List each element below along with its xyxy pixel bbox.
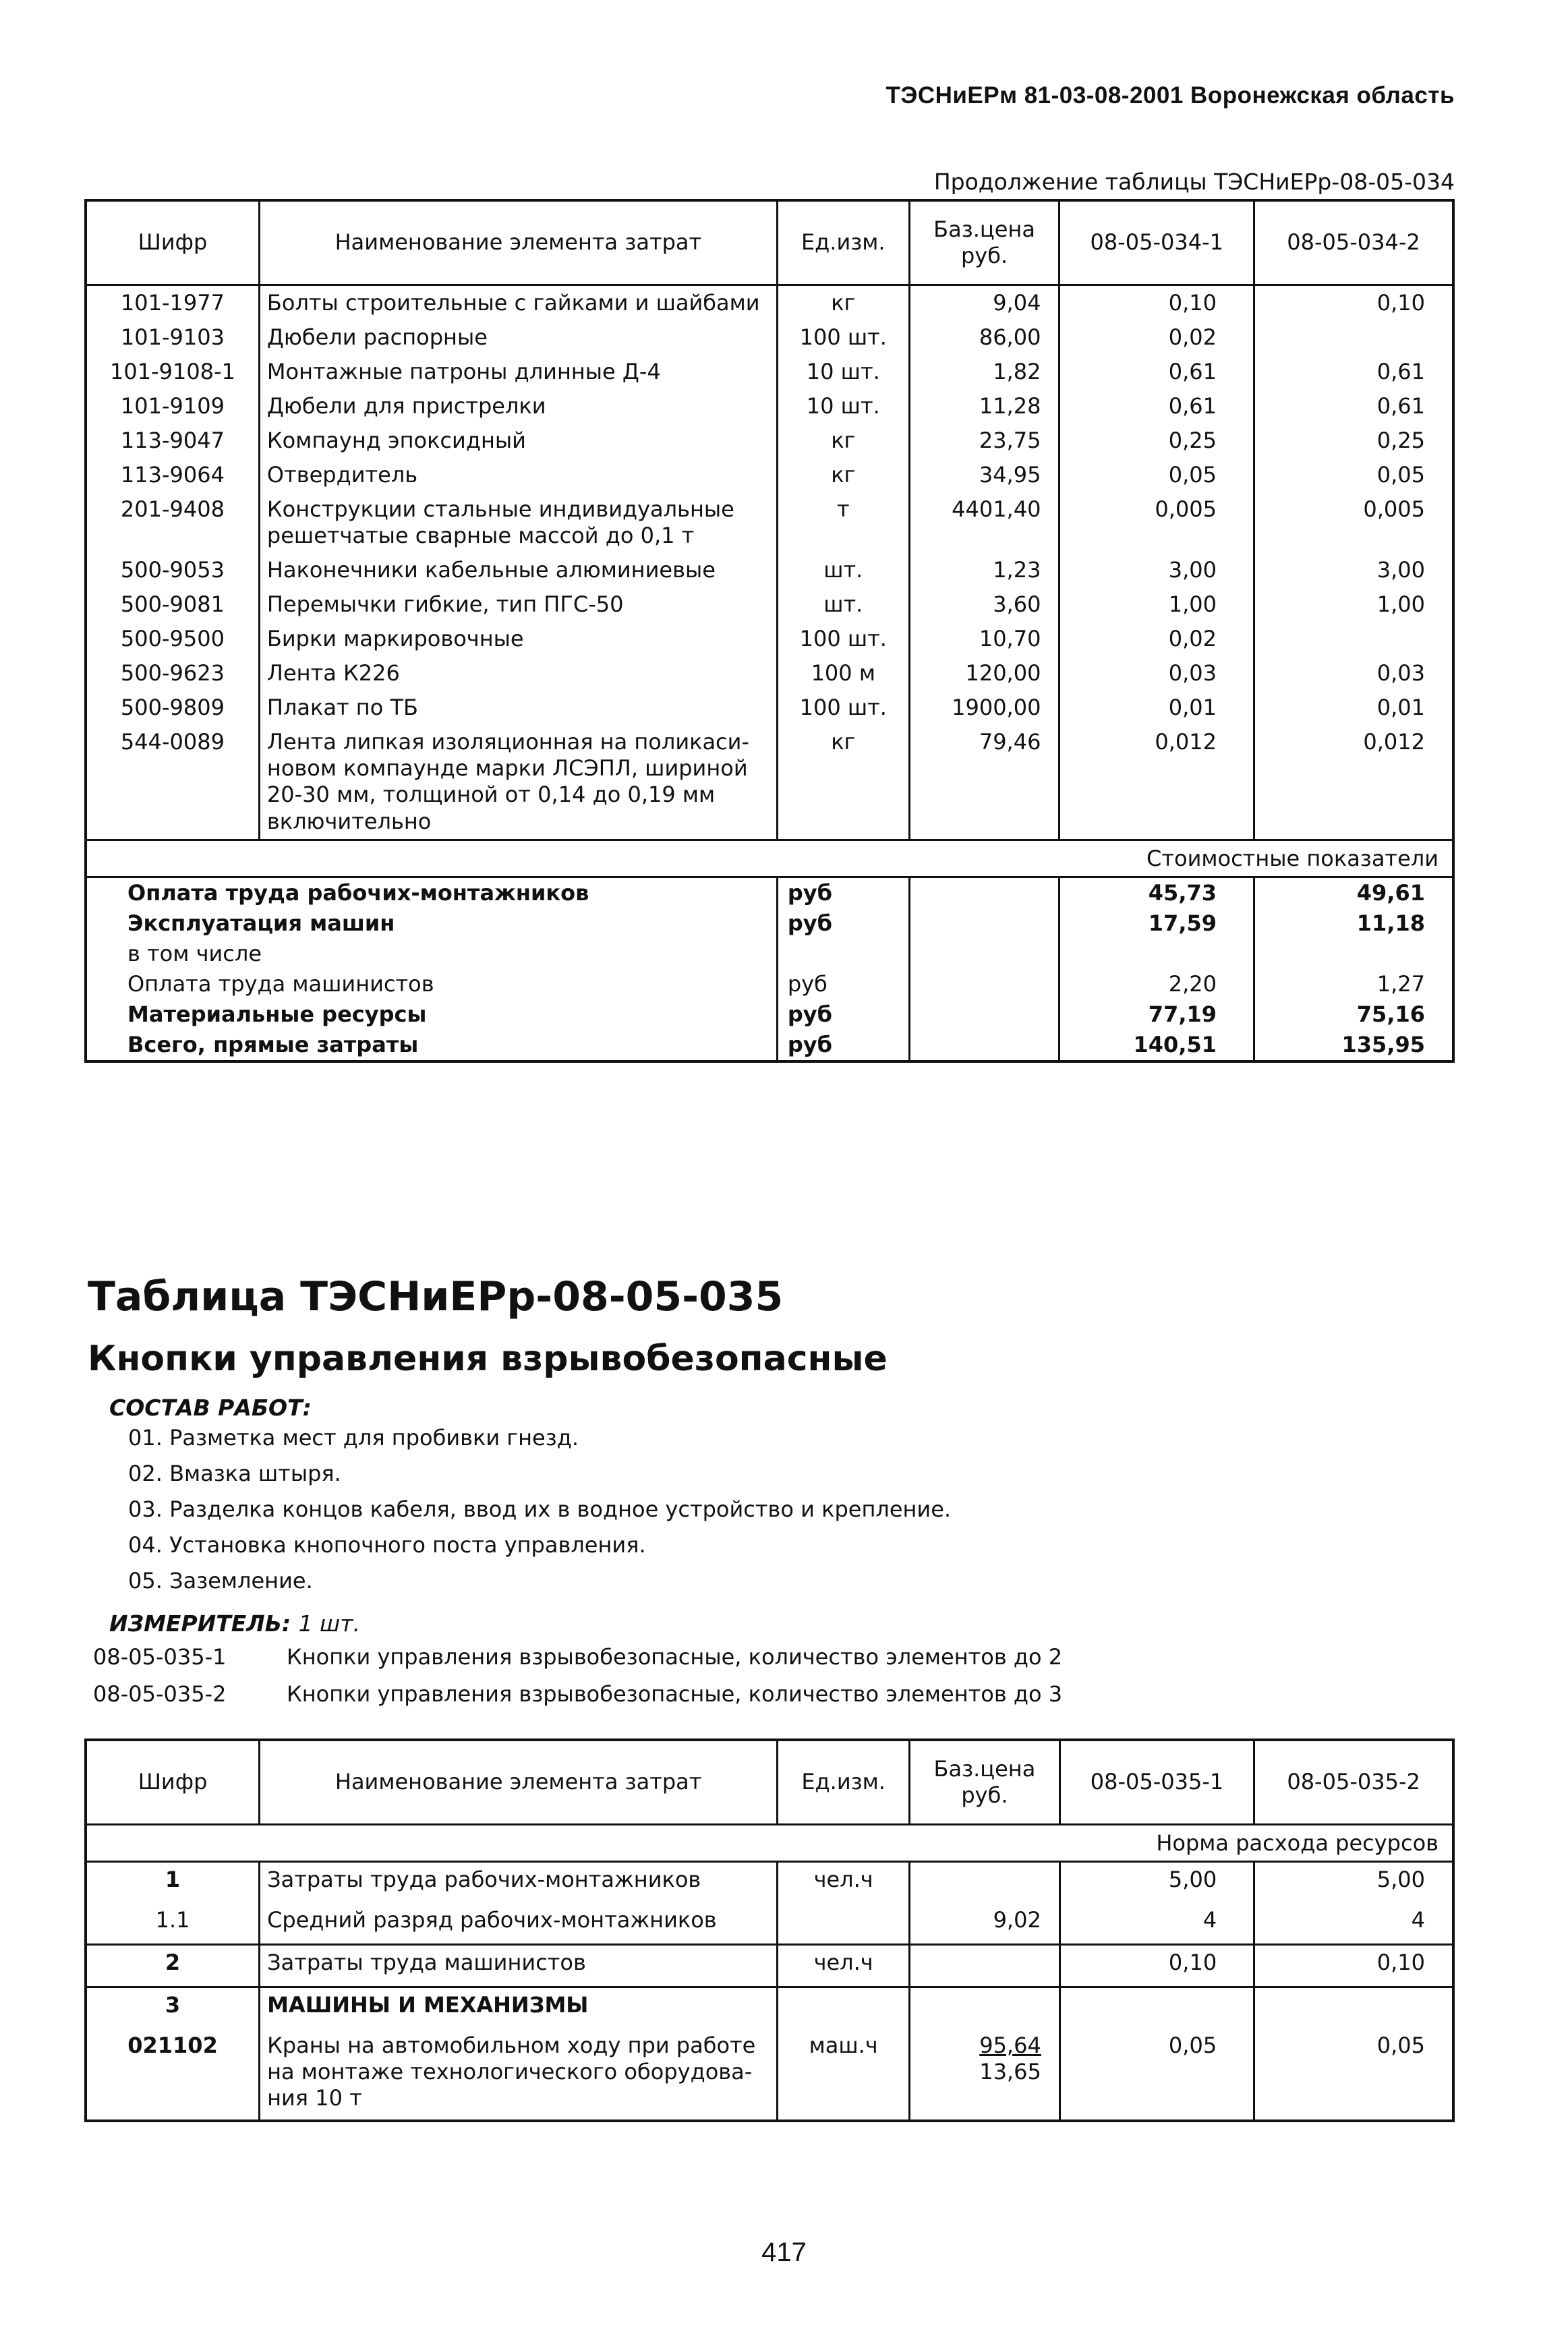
col-unit-header: Ед.изм. [778,1740,910,1825]
work-item: 03. Разделка концов кабеля, ввод их в водное устройство и крепление. [128,1496,952,1522]
row-code: 500-9081 [86,587,259,622]
row-name: Монтажные патроны длинные Д-4 [259,355,777,389]
row-unit [778,1987,910,2029]
col-name-header: Наименование элемента затрат [259,200,777,285]
row-unit: кг [777,725,909,840]
cost-price-empty [909,999,1059,1030]
row-value-b: 0,05 [1254,458,1454,492]
cost-price-empty [909,1030,1059,1061]
cost-value-a: 2,20 [1059,969,1254,999]
table-row [86,320,1453,355]
resource-table-034 [84,199,1455,1063]
table-row [86,1862,1453,1904]
row-value-a: 5,00 [1059,1862,1254,1904]
row-value-a [1059,1987,1254,2029]
table-row [86,691,1453,725]
cost-label: Оплата труда машинистов [86,969,777,999]
cost-label: Эксплуатация машин [86,908,777,939]
col-variant-b-header: 08-05-035-2 [1254,1740,1453,1825]
col-unit-header: Ед.изм. [777,200,909,285]
cost-row [86,969,1453,999]
row-code: 113-9047 [86,423,259,458]
row-value-a: 0,61 [1059,355,1254,389]
row-name: Компаунд эпоксидный [259,423,777,458]
row-value-b: 0,05 [1254,2028,1453,2121]
row-value-b: 0,61 [1254,355,1454,389]
row-price: 1,82 [909,355,1059,389]
row-name: Бирки маркировочные [259,622,777,656]
work-item: 02. Вмазка штыря. [128,1461,341,1486]
table-row [86,1903,1453,1945]
row-name: Дюбели для пристрелки [259,389,777,423]
row-code: 500-9809 [86,691,259,725]
table-subtitle: Кнопки управления взрывобезопасные [88,1339,888,1379]
table-row [86,492,1453,553]
row-code: 201-9408 [86,492,259,553]
row-price [910,2028,1060,2121]
cost-value-a [1059,939,1254,969]
row-code: 101-9103 [86,320,259,355]
col-price-header: Баз.цена руб. [910,1740,1060,1825]
cost-price-empty [909,939,1059,969]
variant-text: Кнопки управления взрывобезопасные, количество элементов до 3 [287,1681,1063,1707]
row-value-a: 4 [1059,1903,1254,1945]
row-value-b [1254,320,1454,355]
table-row [86,587,1453,622]
measure-label [109,1610,360,1637]
row-value-a: 0,03 [1059,656,1254,691]
row-price: 23,75 [909,423,1059,458]
row-unit: т [777,492,909,553]
row-name: Затраты труда машинистов [260,1945,778,1987]
row-price: 86,00 [909,320,1059,355]
page-header: ТЭСНиЕРм 81-03-08-2001 Воронежская область [885,82,1455,109]
cost-value-a: 45,73 [1059,877,1254,908]
row-value-b [1254,622,1454,656]
cost-section-header: Стоимостные показатели [86,840,1453,877]
table-row [86,2028,1453,2121]
table-row [86,1987,1453,2029]
row-value-a: 0,01 [1059,691,1254,725]
row-value-b: 0,61 [1254,389,1454,423]
row-unit: 10 шт. [777,389,909,423]
row-value-b: 0,005 [1254,492,1454,553]
row-value-a: 0,10 [1059,285,1254,321]
row-value-a: 0,61 [1059,389,1254,423]
table-row [86,622,1453,656]
row-unit: 100 шт. [777,691,909,725]
row-value-a: 0,10 [1059,1945,1254,1987]
cost-price-empty [909,877,1059,908]
cost-unit: руб [777,999,909,1030]
row-code: 500-9500 [86,622,259,656]
cost-row [86,877,1453,908]
resource-table-035 [84,1738,1455,2122]
cost-row [86,939,1453,969]
row-name: Средний разряд рабочих-монтажников [260,1903,778,1945]
cost-value-a: 77,19 [1059,999,1254,1030]
row-value-b: 4 [1254,1903,1453,1945]
cost-unit [777,939,909,969]
row-value-b [1254,1987,1453,2029]
cost-value-b: 49,61 [1254,877,1454,908]
row-unit: 100 шт. [777,622,909,656]
row-code: 2 [86,1945,260,1987]
row-code: 1.1 [86,1903,260,1945]
cost-value-b: 135,95 [1254,1030,1454,1061]
cost-price-empty [909,969,1059,999]
col-code-header: Шифр [86,1740,260,1825]
row-name: Болты строительные с гайками и шайбами [259,285,777,321]
row-value-b: 3,00 [1254,553,1454,587]
measure-label-text: ИЗМЕРИТЕЛЬ: [109,1610,291,1637]
row-unit: кг [777,285,909,321]
row-code: 101-9109 [86,389,259,423]
row-price: 79,46 [909,725,1059,840]
row-name: МАШИНЫ И МЕХАНИЗМЫ [260,1987,778,2029]
cost-unit: руб [777,877,909,908]
variant-code: 08-05-035-1 [93,1644,227,1670]
row-price: 9,04 [909,285,1059,321]
row-code: 101-9108-1 [86,355,259,389]
work-item: 04. Установка кнопочного поста управления. [128,1532,646,1558]
row-unit: кг [777,423,909,458]
row-value-a: 0,05 [1059,2028,1254,2121]
col-variant-a-header: 08-05-035-1 [1059,1740,1254,1825]
row-code: 113-9064 [86,458,259,492]
row-value-b: 0,012 [1254,725,1454,840]
row-value-a: 0,02 [1059,320,1254,355]
norm-section-header: Норма расхода ресурсов [86,1825,1453,1862]
row-unit: чел.ч [778,1945,910,1987]
row-value-b: 1,00 [1254,587,1454,622]
row-price: 11,28 [909,389,1059,423]
row-code: 500-9623 [86,656,259,691]
cost-value-b: 11,18 [1254,908,1454,939]
row-price-primary: 95,64 [979,2033,1041,2058]
row-name: Наконечники кабельные алюминиевые [259,553,777,587]
cost-label: Всего, прямые затраты [86,1030,777,1061]
row-price: 1,23 [909,553,1059,587]
row-price [910,1945,1060,1987]
row-unit [778,1903,910,1945]
table-title: Таблица ТЭСНиЕРр-08-05-035 [88,1273,784,1320]
row-value-b: 0,01 [1254,691,1454,725]
row-value-b: 0,03 [1254,656,1454,691]
table-row [86,553,1453,587]
table-row [86,458,1453,492]
row-price: 1900,00 [909,691,1059,725]
row-name: Дюбели распорные [259,320,777,355]
row-price: 3,60 [909,587,1059,622]
table-row [86,423,1453,458]
row-name: Лента К226 [259,656,777,691]
cost-price-empty [909,908,1059,939]
row-price: 120,00 [909,656,1059,691]
row-unit: шт. [777,553,909,587]
row-name: Отвердитель [259,458,777,492]
col-code-header: Шифр [86,200,259,285]
row-code: 544-0089 [86,725,259,840]
row-value-a: 0,25 [1059,423,1254,458]
cost-unit: руб [777,908,909,939]
work-item: 01. Разметка мест для пробивки гнезд. [128,1425,579,1451]
cost-unit: руб [777,969,909,999]
cost-row [86,999,1453,1030]
row-unit: 100 м [777,656,909,691]
table-row [86,725,1453,840]
row-name: Лента липкая изоляционная на поликаси-новом компаунде марки ЛСЭПЛ, шириной 20-30 мм, толщиной от 0,14 до 0,19 мм включительно [259,725,777,840]
row-value-b: 5,00 [1254,1862,1453,1904]
row-value-a: 3,00 [1059,553,1254,587]
table-continuation-note: Продолжение таблицы ТЭСНиЕРр-08-05-034 [933,169,1455,195]
table-row [86,389,1453,423]
cost-value-a: 17,59 [1059,908,1254,939]
row-value-a: 0,012 [1059,725,1254,840]
row-value-a: 0,02 [1059,622,1254,656]
works-label: СОСТАВ РАБОТ: [109,1395,312,1421]
variant-text: Кнопки управления взрывобезопасные, количество элементов до 2 [287,1644,1063,1670]
row-value-a: 1,00 [1059,587,1254,622]
row-value-b: 0,10 [1254,285,1454,321]
row-unit: маш.ч [778,2028,910,2121]
row-unit: 10 шт. [777,355,909,389]
cost-unit: руб [777,1030,909,1061]
row-price: 9,02 [910,1903,1060,1945]
table-row [86,355,1453,389]
row-name: Затраты труда рабочих-монтажников [260,1862,778,1904]
table-row [86,285,1453,321]
row-unit: шт. [777,587,909,622]
page-number: 417 [761,2238,807,2267]
variant-code: 08-05-035-2 [93,1681,227,1707]
row-price [910,1987,1060,2029]
row-name: Плакат по ТБ [259,691,777,725]
row-code: 3 [86,1987,260,2029]
row-value-a: 0,05 [1059,458,1254,492]
cost-row [86,908,1453,939]
row-code: 1 [86,1862,260,1904]
table-row [86,1945,1453,1987]
row-name: Краны на автомобильном ходу при работе на монтаже технологического оборудова-ния 10 т [260,2028,778,2121]
row-price: 4401,40 [909,492,1059,553]
row-value-a: 0,005 [1059,492,1254,553]
table-row [86,656,1453,691]
work-item: 05. Заземление. [128,1568,313,1594]
col-variant-b-header: 08-05-034-2 [1254,200,1454,285]
row-unit: чел.ч [778,1862,910,1904]
row-unit: кг [777,458,909,492]
cost-row [86,1030,1453,1061]
row-code: 101-1977 [86,285,259,321]
col-price-header: Баз.цена руб. [909,200,1059,285]
row-price-secondary: 13,65 [979,2059,1041,2085]
cost-value-a: 140,51 [1059,1030,1254,1061]
measure-value: 1 шт. [298,1610,360,1637]
row-price [910,1862,1060,1904]
row-name: Перемычки гибкие, тип ПГС-50 [259,587,777,622]
row-value-b: 0,25 [1254,423,1454,458]
row-code: 021102 [86,2028,260,2121]
cost-value-b: 75,16 [1254,999,1454,1030]
col-variant-a-header: 08-05-034-1 [1059,200,1254,285]
row-price: 34,95 [909,458,1059,492]
cost-value-b: 1,27 [1254,969,1454,999]
cost-label: Материальные ресурсы [86,999,777,1030]
row-value-b: 0,10 [1254,1945,1453,1987]
cost-label: в том числе [86,939,777,969]
cost-value-b [1254,939,1454,969]
cost-label: Оплата труда рабочих-монтажников [86,877,777,908]
row-code: 500-9053 [86,553,259,587]
col-name-header: Наименование элемента затрат [260,1740,778,1825]
row-price: 10,70 [909,622,1059,656]
row-unit: 100 шт. [777,320,909,355]
row-name: Конструкции стальные индивидуальные решетчатые сварные массой до 0,1 т [259,492,777,553]
